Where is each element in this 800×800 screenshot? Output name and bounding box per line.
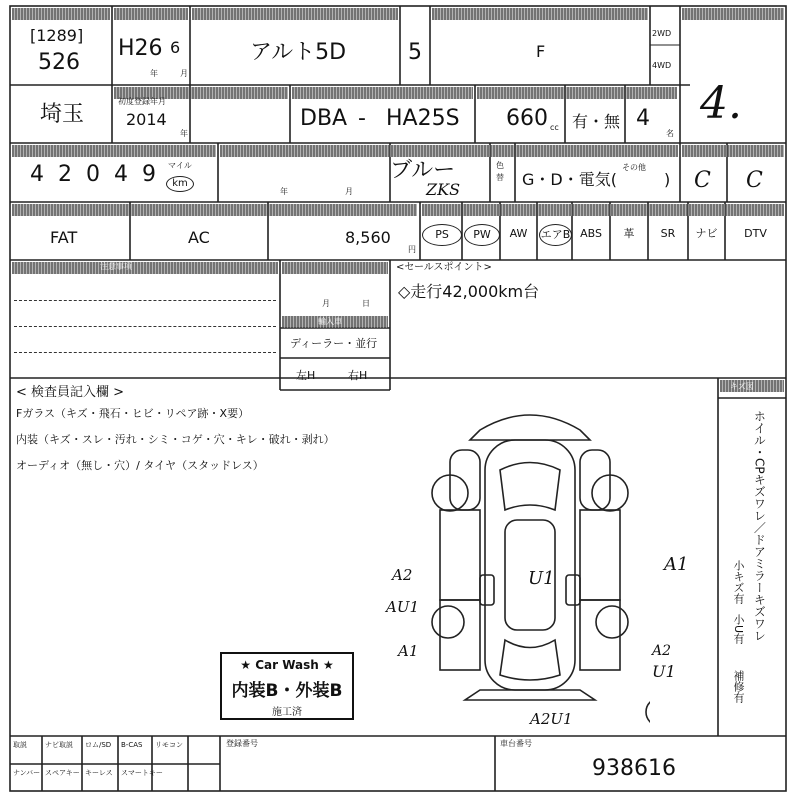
equipment-item: PW — [464, 224, 500, 246]
doors: 5 — [408, 40, 422, 65]
model-prefix: DBA — [300, 106, 348, 131]
bottom-label: キーレス — [85, 769, 113, 777]
damage-mark: AU1 — [386, 598, 420, 616]
transmission: FAT — [50, 228, 78, 247]
mileage-digit: 9 — [142, 162, 156, 187]
cc-unit: cc — [550, 123, 559, 132]
header-bar — [12, 262, 278, 274]
handle-right: 右H — [348, 369, 368, 382]
header-bar — [12, 204, 417, 216]
equipment-row — [420, 220, 786, 256]
grade: F — [536, 42, 546, 61]
region: 埼玉 — [40, 102, 85, 127]
color-code: ZKS — [426, 180, 461, 199]
equipment-item: SR — [660, 227, 676, 240]
drive-2wd: 2WD — [652, 29, 672, 38]
mileage-digit: 0 — [86, 162, 100, 187]
header-bar — [114, 8, 188, 20]
carwash-title: ★ Car Wash ★ — [240, 658, 334, 672]
inspector-line2: 内装（キズ・スレ・汚れ・シミ・コゲ・穴・キレ・破れ・剥れ） — [16, 433, 335, 446]
header-bar — [682, 8, 784, 20]
header-bar — [12, 8, 110, 20]
seats: 4 — [636, 106, 650, 131]
fuel-options: G・D・電気( — [522, 170, 617, 189]
owner-month: 月 — [322, 299, 330, 308]
seats-unit: 名 — [666, 129, 674, 138]
month: 6 — [170, 38, 181, 57]
aircon: AC — [188, 228, 210, 247]
eval-exterior: C — [746, 168, 763, 193]
has-none: 有・無 — [572, 112, 621, 131]
registration-label: 初度登録年月 — [118, 97, 166, 106]
bottom-label: 取説 — [13, 741, 27, 749]
handle-left: 左H — [296, 369, 316, 382]
side-note: 小U有 — [732, 614, 745, 645]
reg-number-label: 登録番号 — [226, 739, 258, 748]
damage-mark: A2 — [652, 643, 672, 659]
carwash-sub: 施工済 — [272, 707, 302, 718]
mileage-unit-mile: マイル — [168, 161, 192, 170]
color-jp: ブルー — [390, 158, 456, 183]
lot-code: [1289] — [30, 26, 84, 45]
model-code: HA25S — [386, 106, 460, 131]
drive-4wd: 4WD — [652, 61, 672, 70]
mileage-digit: 4 — [114, 162, 128, 187]
chassis-label: 車台番号 — [500, 739, 532, 748]
header-bar — [192, 8, 398, 20]
damage-mark: A1 — [664, 554, 689, 575]
fuel-other: その他 — [622, 163, 646, 172]
carwash-badge — [220, 652, 354, 720]
inspector-line3: オーディオ（無し・穴）/ タイヤ（スタッドレス） — [16, 459, 264, 472]
equipment-item: ナビ — [695, 227, 718, 240]
color-no-label: 色替 — [496, 161, 504, 182]
eval-interior: C — [694, 168, 711, 193]
reg-month-char: 月 — [345, 187, 353, 196]
equipment-item: AW — [509, 227, 528, 240]
mileage-unit-km: km — [166, 176, 194, 192]
side-note: ホイル・CPキズワレ／ドアミラーキズワレ — [752, 410, 767, 642]
model-name: アルト5D — [250, 40, 347, 65]
recycle-fee: 8,560 — [345, 228, 391, 247]
recycle-unit: 円 — [408, 245, 416, 254]
handwritten-score: 4. — [700, 78, 742, 129]
reg-year-char: 年 — [280, 187, 288, 196]
carwash-main: 内装B・外装B — [231, 681, 343, 701]
side-note: 小キズ有 — [732, 560, 745, 604]
equipment-item: ABS — [580, 227, 602, 240]
damage-mark: A2 — [392, 566, 413, 584]
header-bar — [682, 145, 784, 157]
damage-mark: U1 — [652, 662, 676, 681]
model-dash: - — [358, 106, 366, 131]
header-bar — [422, 204, 784, 216]
header-bar — [292, 87, 473, 99]
damage-mark: A2U1 — [530, 710, 573, 728]
era-year: H26 — [118, 36, 163, 61]
equipment-item: 革 — [623, 227, 635, 240]
damage-mark: U1 — [528, 568, 555, 589]
import-label: 輸入車 — [318, 317, 342, 326]
header-bar — [12, 145, 216, 157]
lot-number: 526 — [38, 50, 80, 75]
month-char: 月 — [180, 69, 188, 78]
notes-title: 注意事項 — [100, 262, 132, 271]
side-note: 補修有 — [732, 670, 745, 703]
equipment-item: エアB — [539, 224, 572, 246]
year-char-2: 年 — [180, 129, 188, 138]
bottom-label: スペアキー — [45, 769, 80, 777]
chassis-number: 938616 — [592, 756, 676, 781]
bottom-label: B-CAS — [121, 741, 143, 749]
owner-day: 日 — [362, 299, 370, 308]
equipment-item: DTV — [744, 227, 767, 240]
diagram-label: キズ図 — [730, 382, 754, 391]
fuel-close: ) — [664, 170, 671, 189]
inspector-line1: Fガラス（キズ・飛石・ヒビ・リペア跡・X要） — [16, 407, 250, 420]
bottom-label: ナビ取説 — [45, 741, 73, 749]
bottom-label: ロム/SD — [85, 741, 112, 749]
header-bar — [477, 87, 677, 99]
first-reg-year: 2014 — [126, 110, 167, 129]
mileage-digit: 2 — [58, 162, 72, 187]
car-diagram — [410, 400, 650, 730]
inspector-title: < 検査員記入欄 > — [16, 385, 125, 400]
sales-point: ◇走行42,000km台 — [398, 282, 540, 301]
year-char: 年 — [150, 69, 158, 78]
bottom-label: ナンバー — [13, 769, 41, 777]
header-bar — [220, 145, 678, 157]
bottom-label: スマートキー — [121, 769, 163, 777]
header-bar — [282, 262, 388, 274]
equipment-item: PS — [422, 224, 462, 246]
displacement: 660 — [506, 106, 548, 131]
header-bar — [432, 8, 648, 20]
bottom-label: リモコン — [155, 741, 183, 749]
damage-mark: A1 — [398, 642, 419, 660]
dealer-parallel: ディーラー・並行 — [290, 337, 378, 350]
sales-point-label: <セールスポイント> — [396, 262, 492, 273]
mileage-digit: 4 — [30, 162, 44, 187]
